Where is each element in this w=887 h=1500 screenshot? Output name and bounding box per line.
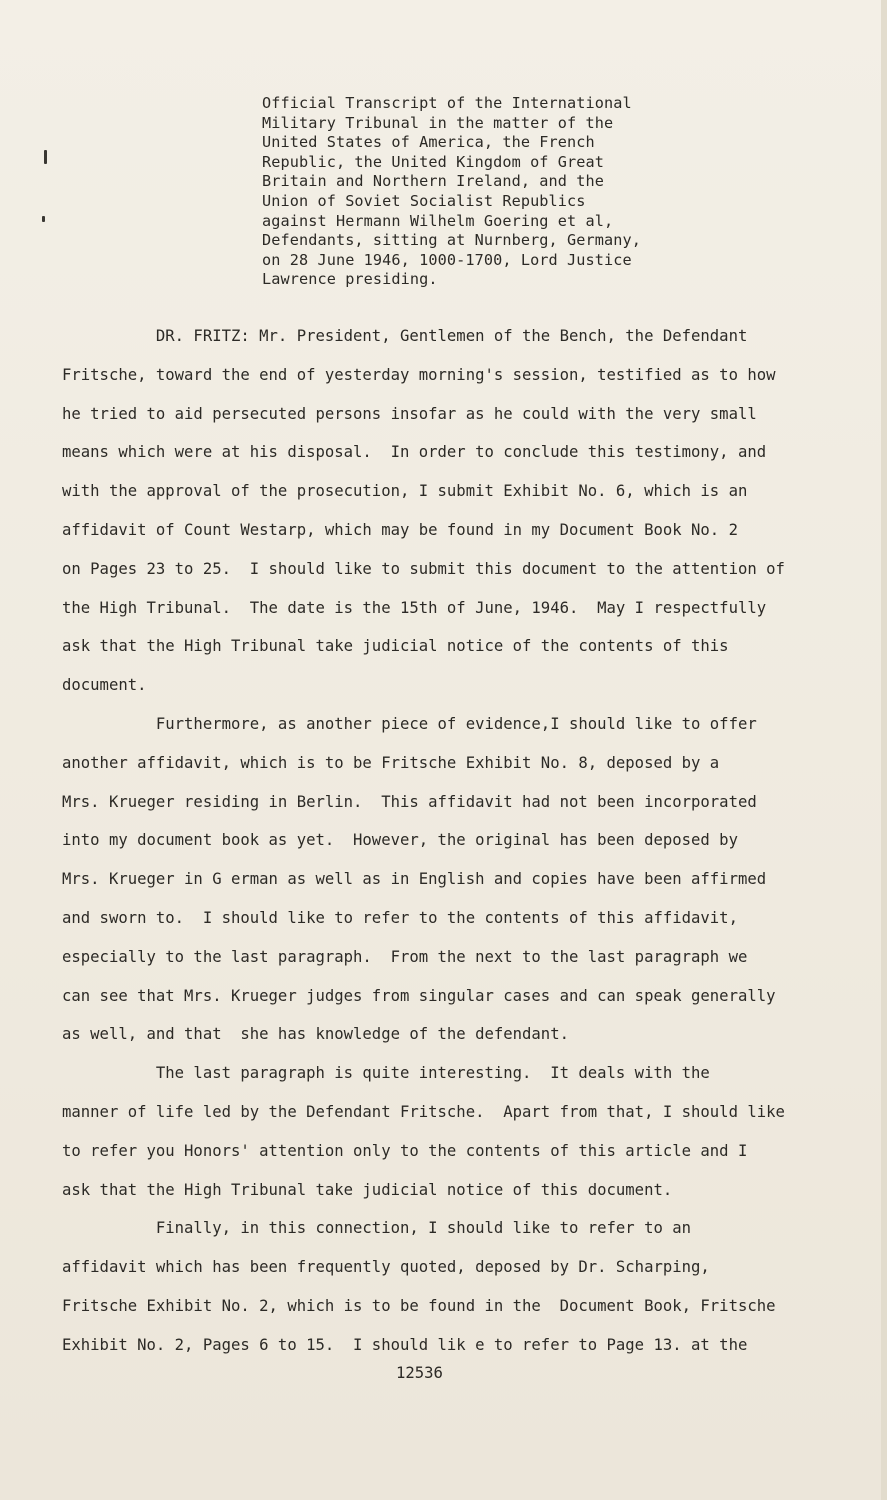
header-line: against Hermann Wilhelm Goering et al, [262,211,614,230]
body-line: Mrs. Krueger in G erman as well as in English and copies have been affirmed [62,870,767,889]
body-line: Furthermore, as another piece of evidence,I should like to offer [62,714,757,733]
body-line: manner of life led by the Defendant Fritsche. Apart from that, I should like [62,1102,785,1121]
body-line: he tried to aid persecuted persons insofar as he could with the very small [62,404,757,423]
body-line: Exhibit No. 2, Pages 6 to 15. I should lik e to refer to Page 13. at the [62,1335,748,1354]
body-line: into my document book as yet. However, the original has been deposed by [62,831,738,850]
body-line: on Pages 23 to 25. I should like to submit this document to the attention of [62,559,785,578]
body-line: another affidavit, which is to be Fritsche Exhibit No. 8, deposed by a [62,753,720,772]
body-line: DR. FRITZ: Mr. President, Gentlemen of the Bench, the Defendant [62,327,748,345]
header-line: on 28 June 1946, 1000-1700, Lord Justice [262,250,632,269]
header-line: Official Transcript of the International [262,94,632,112]
header-line: Defendants, sitting at Nurnberg, Germany, [262,231,641,250]
body-line: affidavit of Count Westarp, which may be found in my Document Book No. 2 [62,520,738,539]
header-line: Military Tribunal in the matter of the [262,113,614,132]
body-line: Finally, in this connection, I should like to refer to an [62,1219,692,1238]
header-line: Lawrence presiding. [262,270,438,289]
body-line: The last paragraph is quite interesting. It deals with the [62,1064,710,1083]
body-line: Mrs. Krueger residing in Berlin. This affidavit had not been incorporated [62,792,757,811]
body-line: with the approval of the prosecution, I submit Exhibit No. 6, which is an [62,482,748,501]
body-line: can see that Mrs. Krueger judges from singular cases and can speak generally [62,986,776,1005]
body-line: the High Tribunal. The date is the 15th of June, 1946. May I respectfully [62,598,767,617]
body-line: to refer you Honors' attention only to the contents of this article and I [62,1141,748,1160]
margin-mark [42,216,45,222]
body-line: Fritsche Exhibit No. 2, which is to be found in the Document Book, Fritsche [62,1296,776,1315]
transcript-header [262,94,682,290]
body-line: document. [62,676,147,695]
body-line: means which were at his disposal. In order to conclude this testimony, and [62,443,767,462]
transcript-body [62,326,822,1374]
header-line: Union of Soviet Socialist Republics [262,191,586,210]
body-line: especially to the last paragraph. From the next to the last paragraph we [62,947,748,966]
body-line: and sworn to. I should like to refer to the contents of this affidavit, [62,908,738,927]
page-edge [881,0,887,1500]
body-line: ask that the High Tribunal take judicial notice of the contents of this [62,637,729,656]
margin-mark [44,150,47,164]
page-number: 12536 [396,1364,443,1382]
body-line: as well, and that she has knowledge of the defendant. [62,1025,569,1044]
header-line: Britain and Northern Ireland, and the [262,172,605,191]
body-line: affidavit which has been frequently quoted, deposed by Dr. Scharping, [62,1258,710,1277]
header-line: Republic, the United Kingdom of Great [262,152,605,171]
body-line: Fritsche, toward the end of yesterday morning's session, testified as to how [62,365,776,384]
body-line: ask that the High Tribunal take judicial notice of this document. [62,1180,673,1199]
header-line: United States of America, the French [262,133,595,152]
